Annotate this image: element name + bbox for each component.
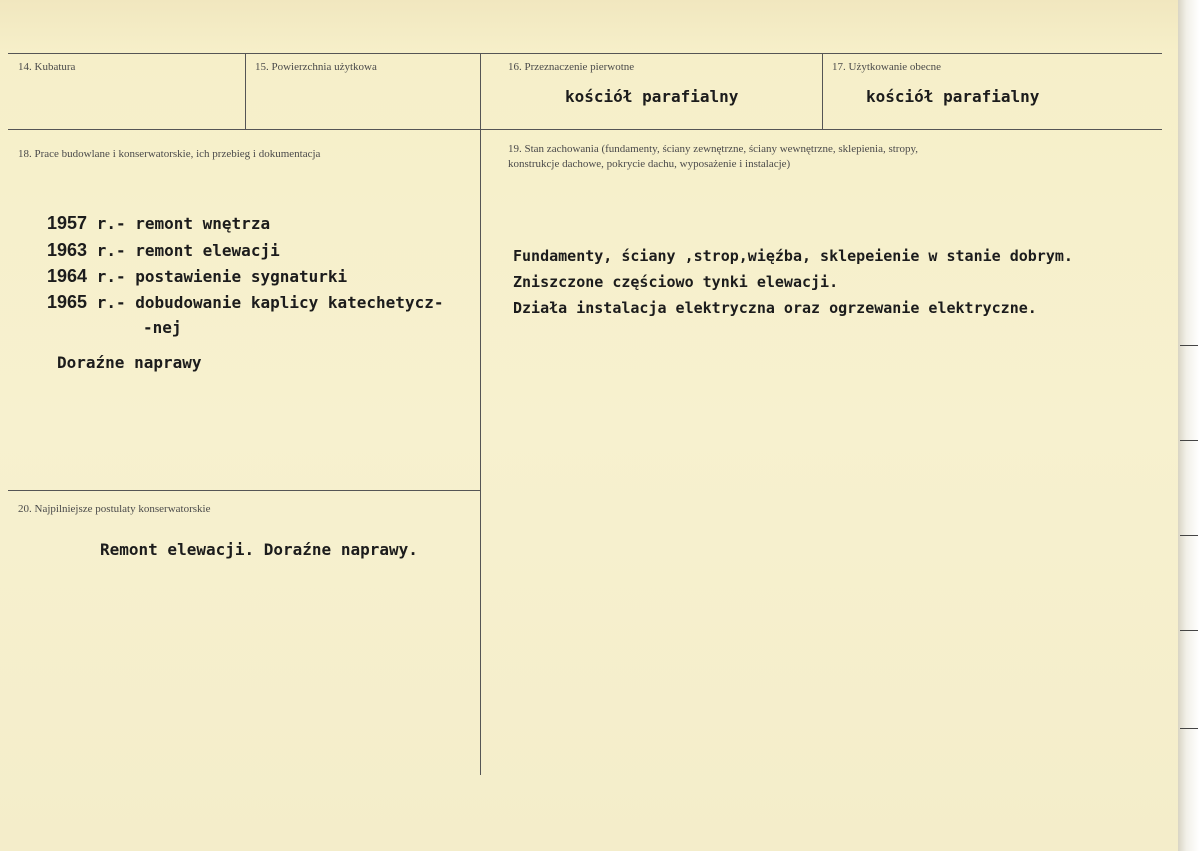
works-text: r.- remont wnętrza xyxy=(96,214,271,233)
condition-line: Zniszczone częściowo tynki elewacji. xyxy=(513,273,839,291)
field-14-label: 14. Kubatura xyxy=(18,61,76,73)
field-20-value: Remont elewacji. Doraźne naprawy. xyxy=(100,540,418,559)
works-entry xyxy=(47,292,443,313)
works-year: 1963 xyxy=(47,240,88,260)
works-entry xyxy=(47,240,280,261)
field-18-label: 18. Prace budowlane i konserwatorskie, ich przebieg i dokumentacja xyxy=(18,148,321,160)
field-17-label: 17. Użytkowanie obecne xyxy=(832,61,942,73)
edge-tick xyxy=(1180,630,1198,631)
works-entry xyxy=(47,266,347,287)
works-year: 1964 xyxy=(47,266,88,286)
column-divider-main xyxy=(480,53,481,775)
column-divider-1 xyxy=(245,53,246,129)
field-19-label-line-2: konstrukcje dachowe, pokrycie dachu, wyposażenie i instalacje) xyxy=(508,158,791,170)
works-entry xyxy=(47,213,270,234)
section-divider xyxy=(8,490,480,491)
field-15-label: 15. Powierzchnia użytkowa xyxy=(255,61,377,73)
works-note: Doraźne naprawy xyxy=(57,353,202,372)
condition-line: Fundamenty, ściany ,strop,więźba, sklepeienie w stanie dobrym. xyxy=(513,247,1073,265)
works-year: 1957 xyxy=(47,213,88,233)
field-16-label: 16. Przeznaczenie pierwotne xyxy=(508,61,635,73)
field-19-label-line-1: 19. Stan zachowania (fundamenty, ściany zewnętrzne, ściany wewnętrzne, sklepienia, stropy, xyxy=(508,143,919,155)
field-20-label: 20. Najpilniejsze postulaty konserwatorskie xyxy=(18,503,211,515)
works-text: r.- remont elewacji xyxy=(96,241,280,260)
works-continuation: -nej xyxy=(143,318,182,337)
row-divider xyxy=(8,129,1162,130)
condition-line: Działa instalacja elektryczna oraz ogrzewanie elektryczne. xyxy=(513,299,1037,317)
edge-tick xyxy=(1180,535,1198,536)
field-17-value: kościół parafialny xyxy=(866,87,1040,106)
edge-tick xyxy=(1180,728,1198,729)
column-divider-3 xyxy=(822,53,823,129)
works-text: r.- dobudowanie kaplicy katechetycz- xyxy=(96,293,444,312)
edge-tick xyxy=(1180,440,1198,441)
field-16-value: kościół parafialny xyxy=(565,87,739,106)
edge-tick xyxy=(1180,345,1198,346)
works-text: r.- postawienie sygnaturki xyxy=(96,267,348,286)
works-year: 1965 xyxy=(47,292,88,312)
top-rule xyxy=(8,53,1162,54)
page-edge xyxy=(1178,0,1199,851)
